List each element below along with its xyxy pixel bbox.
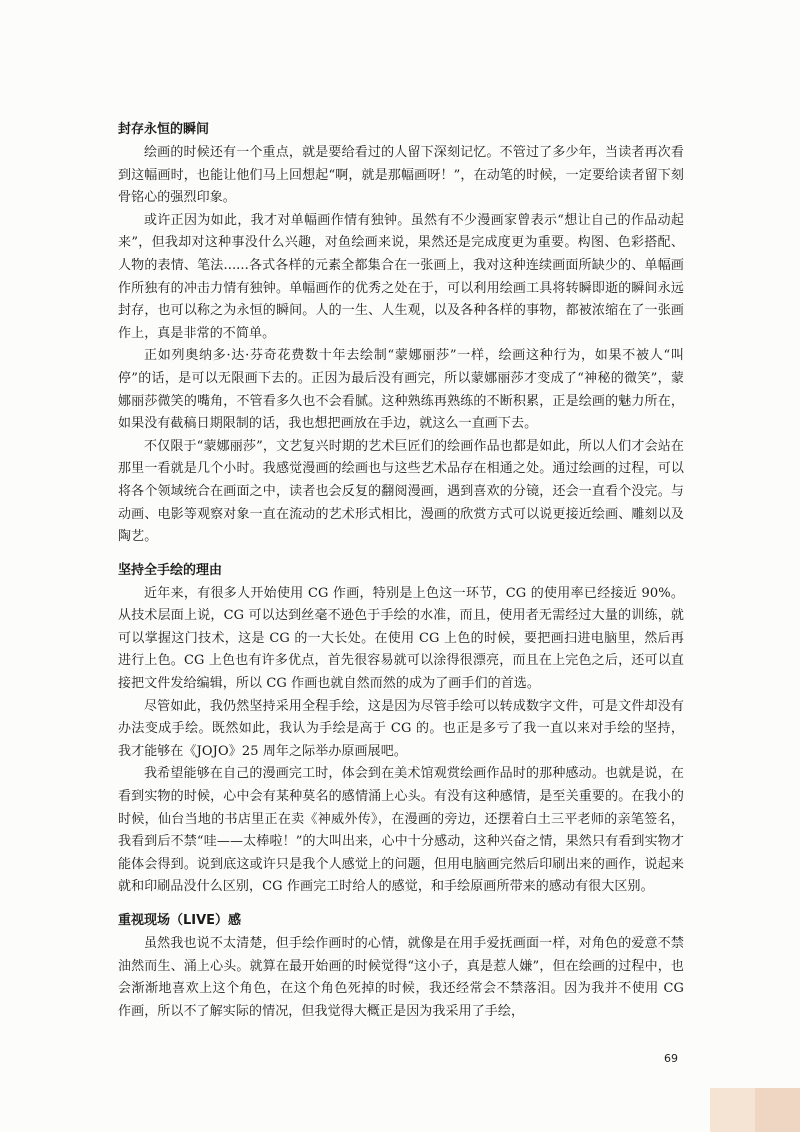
corner-block-light [710, 1088, 755, 1132]
section-title: 坚持全手绘的理由 [118, 562, 223, 578]
paragraph: 或许正因为如此，我才对单幅画作情有独钟。虽然有不少漫画家曾表示“想让自己的作品动起来”，但我却对这种事没什么兴趣，对鱼绘画来说，果然还是完成度更为重要。构图、色彩搭配、人物的表情、笔法......各式各样的元素全都集合在一张画上，我对这种连续画面所缺少的、单幅画作所独有的冲击力情有独钟。单幅画作的优秀之处在于，可以利用绘画工具将转瞬即逝的瞬间永远封存，也可以称之为永恒的瞬间。人的一生、人生观，以及各种各样的事物，都被浓缩在了一张画作上，真是非常的不简单。 [118, 212, 684, 341]
section-title: 重视现场（LIVE）感 [118, 913, 242, 928]
paragraph: 正如列奥纳多·达·芬奇花费数十年去绘制“蒙娜丽莎”一样，绘画这种行为，如果不被人“叫停”的话，是可以无限画下去的。正因为最后没有画完，所以蒙娜丽莎才变成了“神秘的微笑”，蒙娜丽莎微笑的嘴角，不管看多久也不会看腻。这种熟练再熟练的不断积累，正是绘画的魅力所在，如果没有截稿日期限制的话，我也想把画放在手边，就这么一直画下去。 [118, 348, 684, 432]
page-content [118, 120, 684, 1035]
paragraph: 不仅限于“蒙娜丽莎”，文艺复兴时期的艺术巨匠们的绘画作品也都是如此，所以人们才会站在那里一看就是几个小时。我感觉漫画的绘画也与这些艺术品存在相通之处。通过绘画的过程，可以将各个领域统合在画面之中，读者也会反复的翻阅漫画，遇到喜欢的分镜，还会一直看个没完。与动画、电影等观察对象一直在流动的艺术形式相比，漫画的欣赏方式可以说更接近绘画、雕刻以及陶艺。 [118, 438, 684, 545]
section-sealing-eternal-moment [118, 120, 684, 549]
corner-block-dark [755, 1088, 800, 1132]
paragraph: 尽管如此，我仍然坚持采用全程手绘，这是因为尽管手绘可以转成数字文件，可是文件却没有办法变成手绘。既然如此，我认为手绘是高于 CG 的。也正是多亏了我一直以来对手绘的坚持，我才能够在《JOJO》25 周年之际举办原画展吧。 [118, 698, 684, 759]
paragraph: 近年来，有很多人开始使用 CG 作画，特别是上色这一环节，CG 的使用率已经接近 90%。从技术层面上说，CG 可以达到丝毫不逊色于手绘的水准，而且，使用者无需经过大量的训练，就可以掌握这门技术，这是 CG 的一大长处。在使用 CG 上色的时候，要把画扫进电脑里，然后再进行上色。CG 上色也有许多优点，首先很容易就可以涂得很漂亮，而且在上完色之后，还可以直接把文件发给编辑，所以 CG 作画也就自然而然的成为了画手们的首选。 [118, 585, 684, 692]
paragraph: 绘画的时候还有一个重点，就是要给看过的人留下深刻记忆。不管过了多少年，当读者再次看到这幅画时，也能让他们马上回想起“啊，就是那幅画呀！”，在动笔的时候，一定要给读者留下刻骨铭心的强烈印象。 [118, 145, 684, 206]
paragraph: 虽然我也说不太清楚，但手绘作画时的心情，就像是在用手爱抚画面一样，对角色的爱意不禁油然而生、涌上心头。就算在最开始画的时候觉得“这小子，真是惹人嫌”，但在绘画的过程中，也会渐渐地喜欢上这个角色，在这个角色死掉的时候，我还经常会不禁落泪。因为我并不使用 CG 作画，所以不了解实际的情况，但我觉得大概正是因为我采用了手绘， [118, 936, 684, 1019]
section-hand-drawing-reason [118, 561, 684, 899]
page-number: 69 [664, 1052, 678, 1065]
section-live-feeling [118, 911, 684, 1023]
section-title: 封存永恒的瞬间 [118, 122, 210, 137]
paragraph: 我希望能够在自己的漫画完工时，体会到在美术馆观赏绘画作品时的那种感动。也就是说，在看到实物的时候，心中会有某种莫名的感情涌上心头。有没有这种感情，是至关重要的。在我小的时候，仙台当地的书店里正在卖《神威外传》，在漫画的旁边，还摆着白土三平老师的亲笔签名，我看到后不禁“哇——太棒啦！”的大叫出来，心中十分感动，这种兴奋之情，果然只有看到实物才能体会得到。说到底这或许只是我个人感觉上的问题，但用电脑画完然后印刷出来的画作，说起来就和印刷品没什么区别，CG 作画完工时给人的感觉，和手绘原画所带来的感动有很大区别。 [118, 766, 684, 895]
corner-decoration [710, 1088, 800, 1132]
